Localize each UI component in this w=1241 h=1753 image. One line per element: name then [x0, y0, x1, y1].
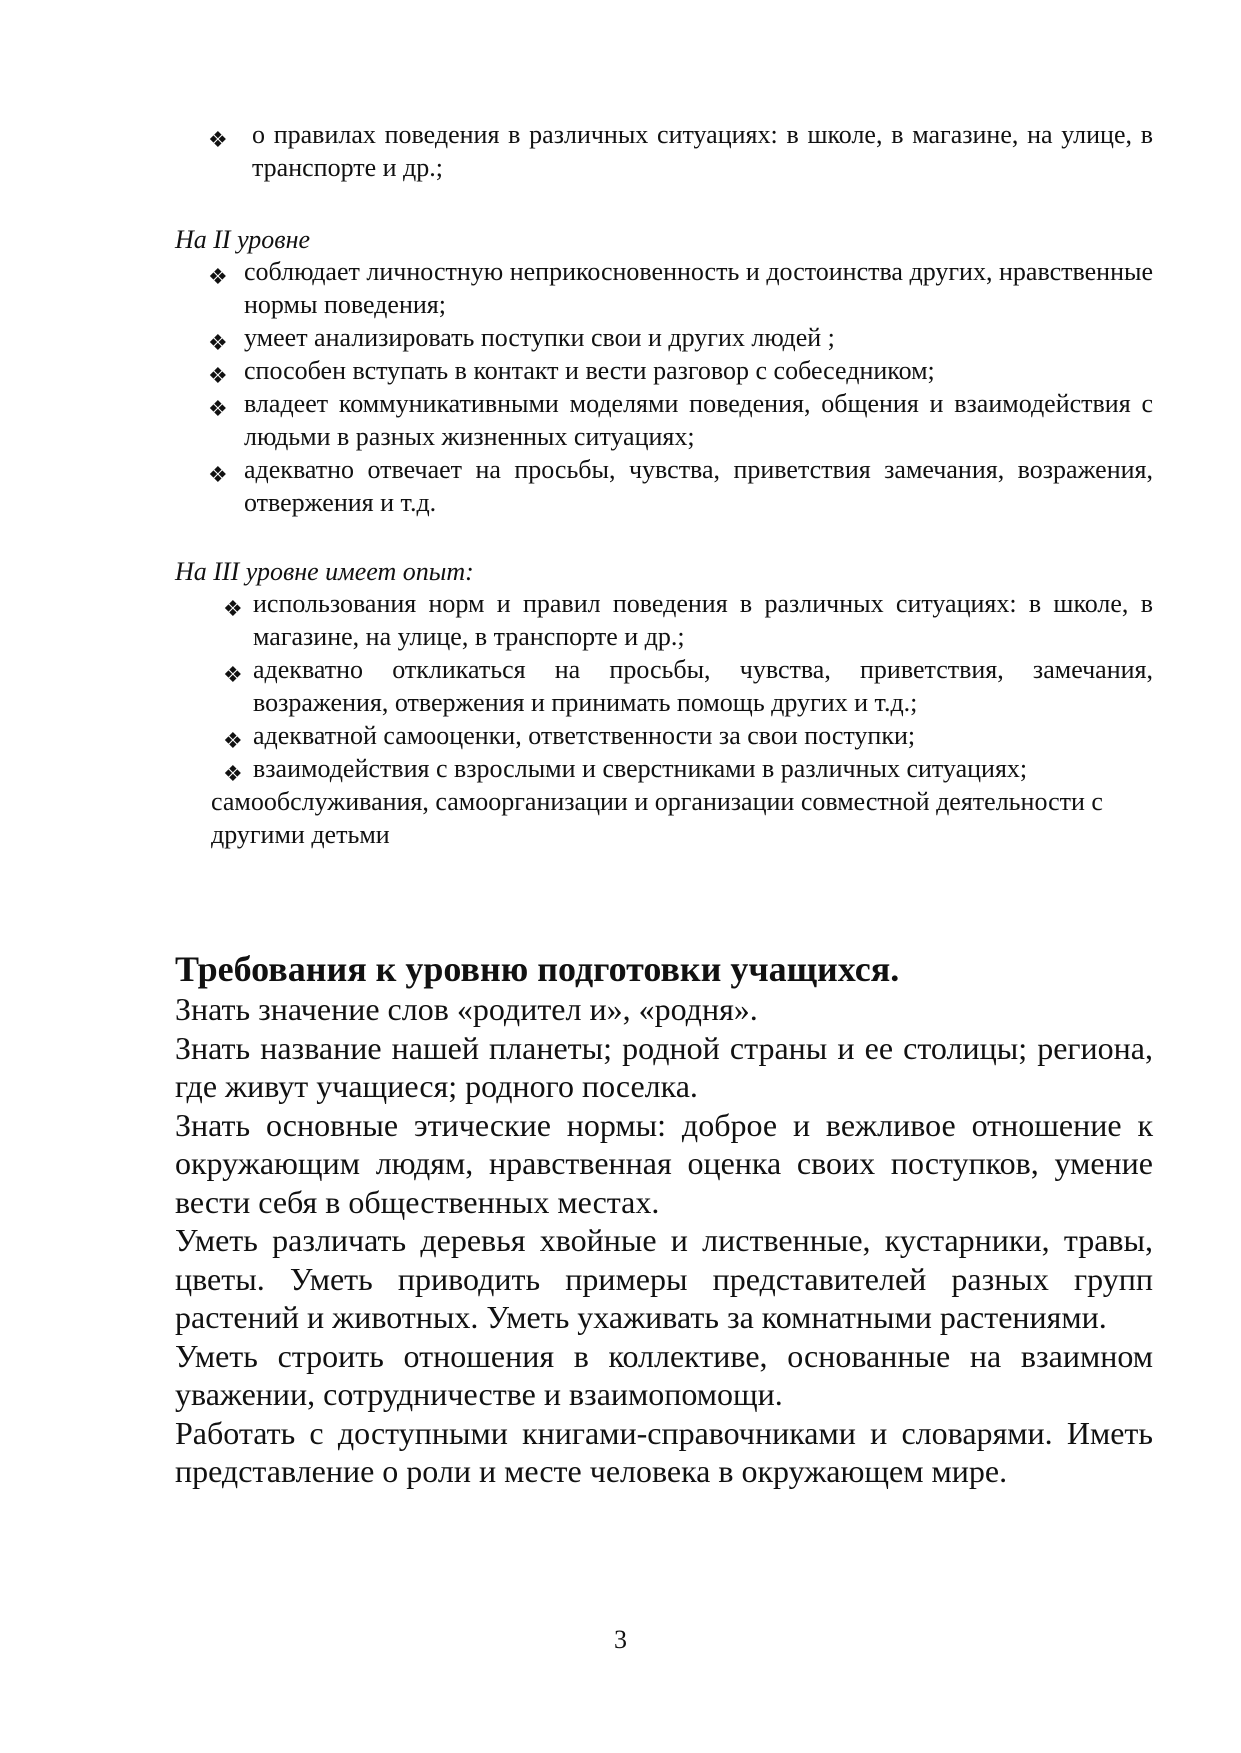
- diamond-bullet-icon: ❖: [208, 396, 228, 421]
- level-2-list: [208, 255, 1153, 519]
- level-3-heading: На III уровне имеет опыт:: [175, 557, 474, 586]
- list-continuation: самообслуживания, самоорганизации и организации совместной деятельности с другими детьми: [211, 787, 1103, 849]
- list-item: ❖ использования норм и правил поведения в различных ситуациях: в школе, в магазине, на улице, в транспорте и др.;: [223, 589, 1153, 651]
- diamond-bullet-icon: ❖: [223, 728, 243, 753]
- list-item: ❖ владеет коммуникативными моделями поведения, общения и взаимодействия с людьми в разных жизненных ситуациях;: [208, 389, 1153, 451]
- requirement-paragraph: Знать основные этические нормы: доброе и вежливое отношение к окружающим людям, нравственная оценка своих поступков, умение вести себя в общественных местах.: [175, 1106, 1153, 1220]
- requirement-paragraph: Уметь различать деревья хвойные и лиственные, кустарники, травы, цветы. Уметь приводить примеры представителей разных групп растений и животных. Уметь ухаживать за комнатными растениями.: [175, 1222, 1153, 1335]
- list-item: ❖ умеет анализировать поступки свои и других людей ;: [208, 321, 1153, 354]
- diamond-bullet-icon: ❖: [208, 127, 228, 152]
- level-3-list: [211, 587, 1153, 851]
- list-item: ❖ о правилах поведения в различных ситуациях: в школе, в магазине, на улице, в транспорте и др.;: [208, 120, 1153, 182]
- diamond-bullet-icon: ❖: [223, 596, 243, 621]
- list-item: ❖ взаимодействия с взрослыми и сверстниками в различных ситуациях;: [223, 752, 1153, 785]
- requirement-paragraph: Знать название нашей планеты; родной страны и ее столицы; региона, где живут учащиеся; родного поселка.: [175, 1029, 1153, 1104]
- requirements-body: [175, 990, 1153, 1491]
- level-2-heading: На II уровне: [175, 225, 311, 254]
- diamond-bullet-icon: ❖: [208, 462, 228, 487]
- requirements-title: Требования к уровню подготовки учащихся.: [175, 949, 900, 989]
- list-item: ❖ адекватной самооценки, ответственности за свои поступки;: [223, 719, 1153, 752]
- list-item: ❖ соблюдает личностную неприкосновенность и достоинства других, нравственные нормы поведения;: [208, 257, 1153, 319]
- requirement-paragraph: Уметь строить отношения в коллективе, основанные на взаимном уважении, сотрудничестве и взаимопомощи.: [175, 1337, 1153, 1412]
- requirement-paragraph: Работать с доступными книгами-справочниками и словарями. Иметь представление о роли и месте человека в окружающем мире.: [175, 1414, 1153, 1489]
- list-item: ❖ способен вступать в контакт и вести разговор с собеседником;: [208, 354, 1153, 387]
- diamond-bullet-icon: ❖: [208, 330, 228, 355]
- diamond-bullet-icon: ❖: [208, 363, 228, 388]
- requirement-paragraph: Знать значение слов «родител и», «родня».: [175, 991, 758, 1027]
- diamond-bullet-icon: ❖: [208, 264, 228, 289]
- list-item: ❖ адекватно отвечает на просьбы, чувства, приветствия замечания, возражения, отвержения и т.д.: [208, 455, 1153, 517]
- behavior-rules-list: [208, 118, 1153, 184]
- diamond-bullet-icon: ❖: [223, 662, 243, 687]
- list-item: ❖ адекватно откликаться на просьбы, чувства, приветствия, замечания, возражения, отвержения и принимать помощь других и т.д.;: [223, 655, 1153, 717]
- page-number: 3: [614, 1625, 627, 1654]
- diamond-bullet-icon: ❖: [223, 761, 243, 786]
